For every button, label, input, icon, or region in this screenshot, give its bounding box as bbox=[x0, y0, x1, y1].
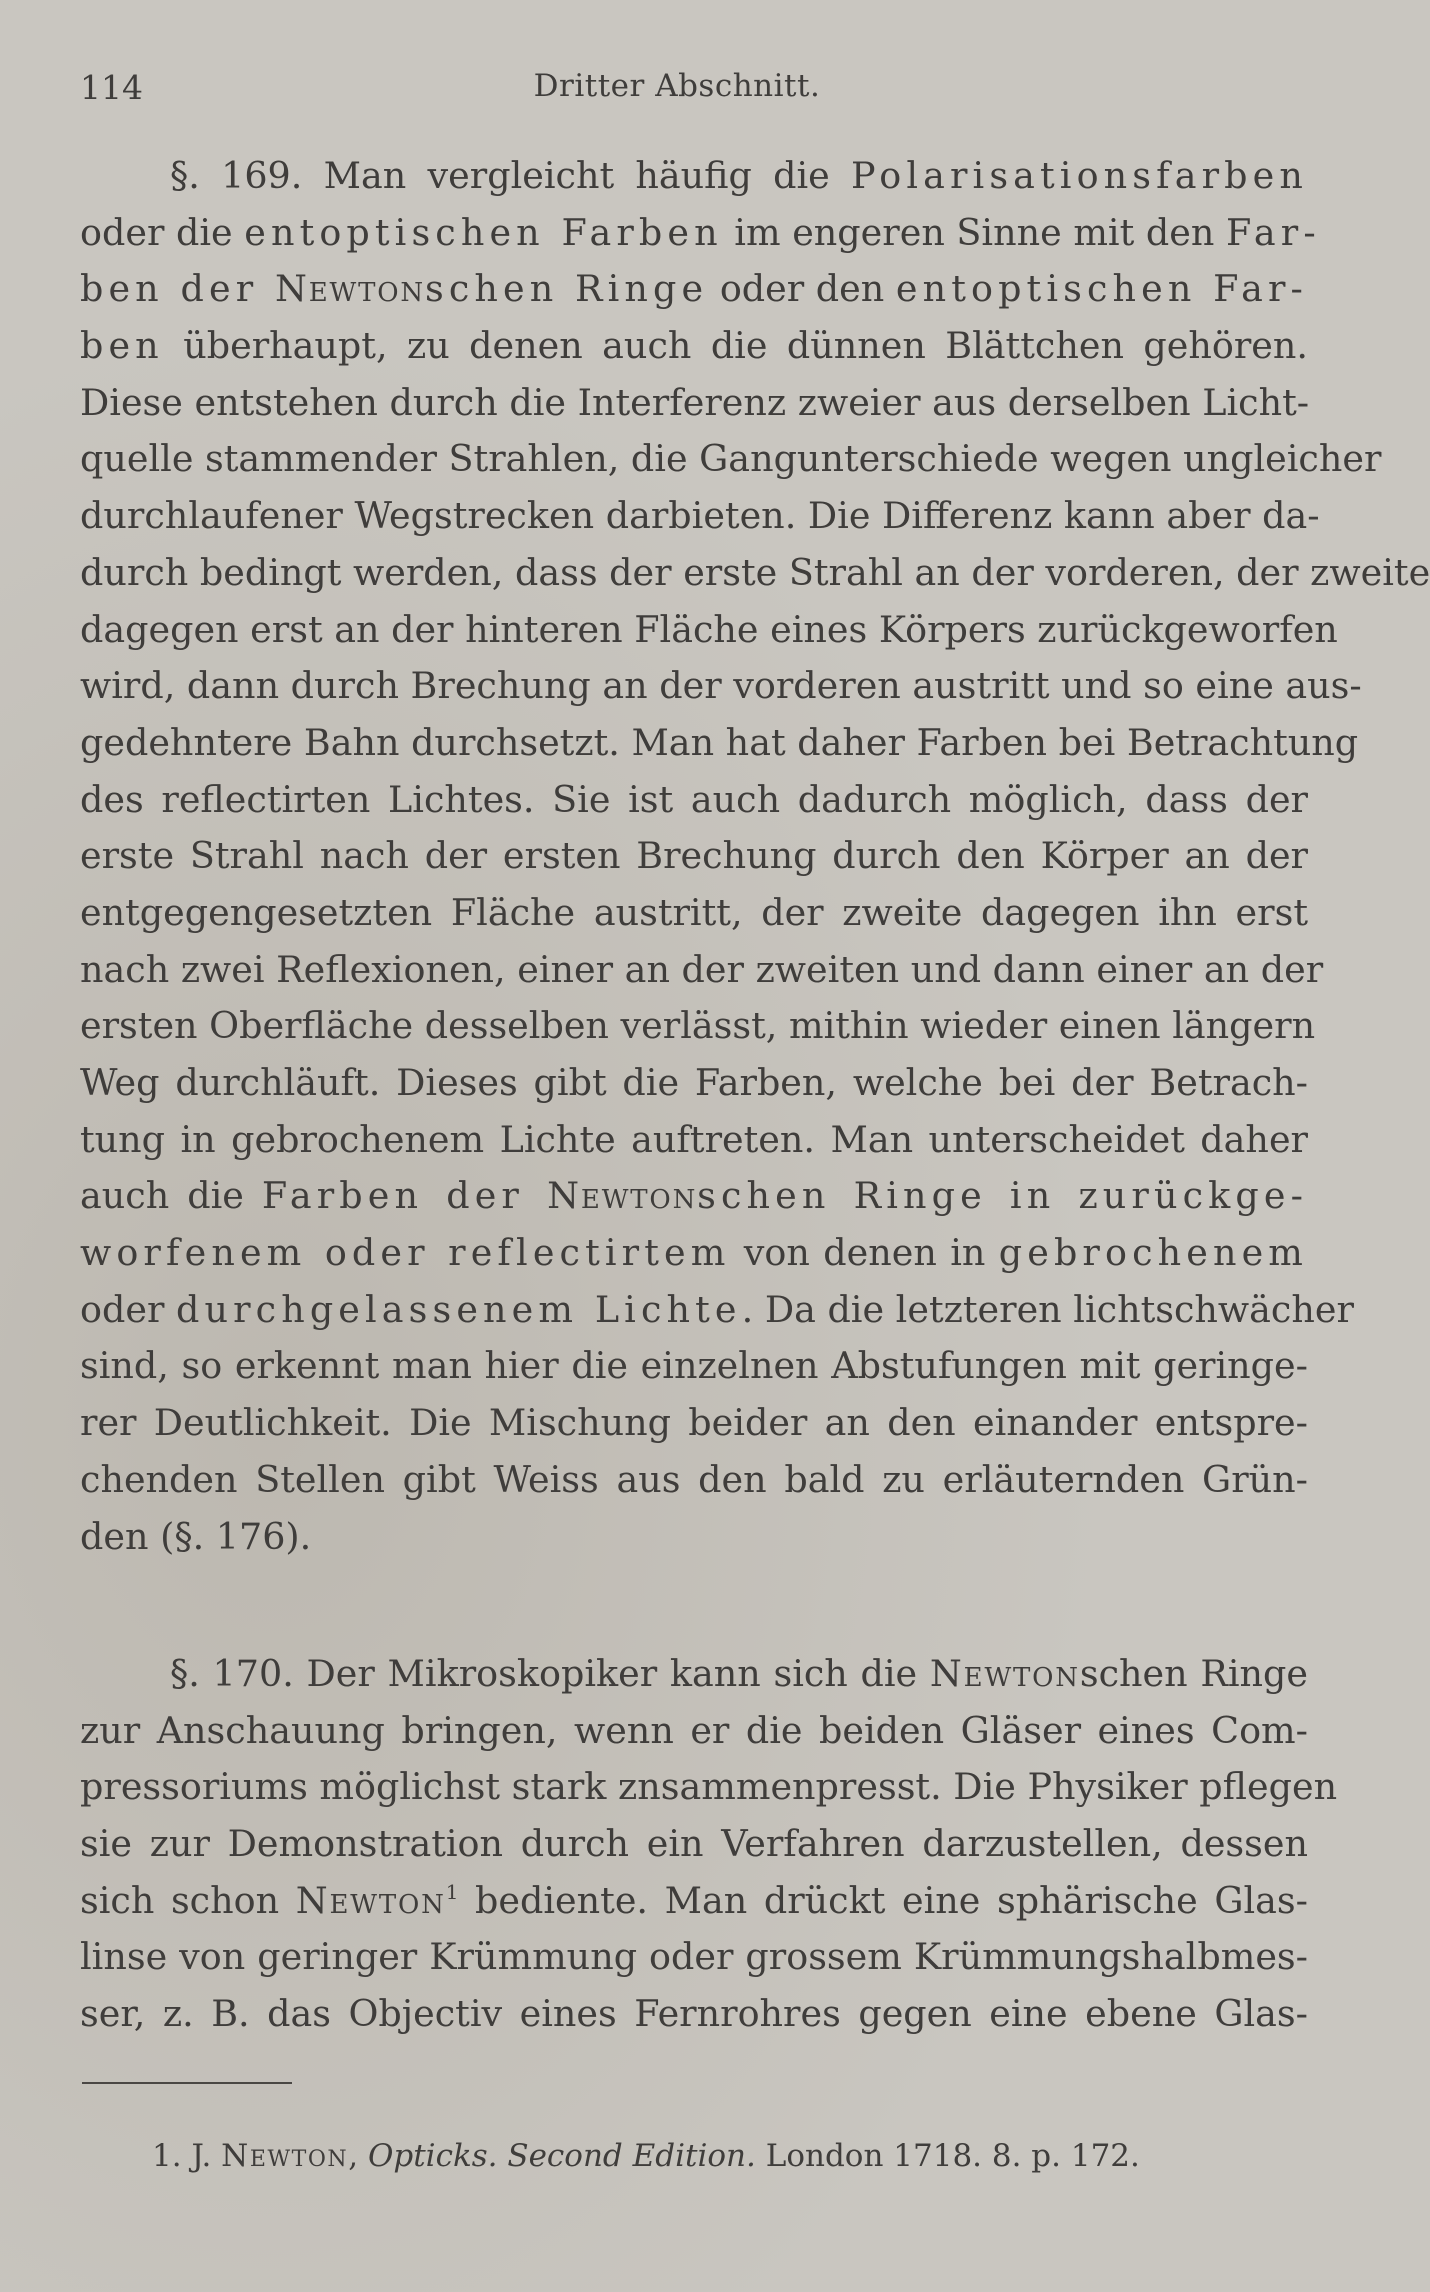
text-line: oder die entoptischen Farben im engeren Sinne mit den Far- bbox=[80, 210, 1321, 254]
name-newton: Newton bbox=[274, 267, 425, 311]
text-line: durch bedingt werden, dass der erste Strahl an der vorderen, der zweite bbox=[80, 550, 1430, 594]
text-line: rer Deutlichkeit. Die Mischung beider an den einander entspre- bbox=[80, 1401, 1308, 1445]
text-line: Diese entstehen durch die Interferenz zweier aus derselben Licht- bbox=[80, 380, 1310, 424]
text-line: §. 170. Der Mikroskopiker kann sich die Newtonschen Ringe bbox=[170, 1652, 1308, 1695]
text-line: dagegen erst an der hinteren Fläche eines Körpers zurückgeworfen bbox=[80, 607, 1338, 651]
text-line: des reflectirten Lichtes. Sie ist auch dadurch möglich, dass der bbox=[80, 777, 1308, 821]
text-line: sind, so erkennt man hier die einzelnen Abstufungen mit geringe- bbox=[80, 1344, 1308, 1388]
text-line: linse von geringer Krümmung oder grossem Krümmungshalbmes- bbox=[80, 1935, 1308, 1979]
footnote-marker: 1 bbox=[445, 1879, 459, 1904]
text-line: Weg durchläuft. Dieses gibt die Farben, welche bei der Betrach- bbox=[80, 1061, 1308, 1104]
text-line: tung in gebrochenem Lichte auftreten. Man unterscheidet daher bbox=[80, 1117, 1308, 1161]
footnote: 1. J. Newton, Opticks. Second Edition. London 1718. 8. p. 172. bbox=[152, 2138, 1140, 2174]
text-line: pressoriums möglichst stark znsammenpresst. Die Physiker pflegen bbox=[80, 1765, 1338, 1809]
text-line: erste Strahl nach der ersten Brechung durch den Körper an der bbox=[80, 834, 1308, 878]
name-newton: Newton bbox=[547, 1174, 698, 1218]
page-number: 114 bbox=[80, 68, 143, 107]
text-line: ersten Oberfläche desselben verlässt, mithin wieder einen längern bbox=[80, 1004, 1316, 1048]
paragraph-section-169 bbox=[80, 148, 1430, 1565]
text-line: §. 169. Man vergleicht häufig die Polarisationsfarben bbox=[170, 154, 1308, 197]
text-line: chenden Stellen gibt Weiss aus den bald zu erläuternden Grün- bbox=[80, 1457, 1308, 1501]
text-line: zur Anschauung bringen, wenn er die beiden Gläser eines Com- bbox=[80, 1708, 1308, 1752]
text-line: quelle stammender Strahlen, die Gangunterschiede wegen ungleicher bbox=[80, 437, 1382, 481]
text-line: den (§. 176). bbox=[80, 1514, 312, 1558]
footnote-title: Opticks. Second Edition. bbox=[367, 2138, 756, 2174]
text-line: ben überhaupt, zu denen auch die dünnen Blättchen gehören. bbox=[80, 324, 1308, 368]
text-line: worfenem oder reflectirtem von denen in gebrochenem bbox=[80, 1231, 1308, 1275]
text-line: gedehntere Bahn durchsetzt. Man hat daher Farben bei Betrachtung bbox=[80, 720, 1359, 764]
text-line: oder durchgelassenem Lichte. Da die letzteren lichtschwächer bbox=[80, 1287, 1354, 1331]
name-newton: Newton bbox=[221, 2138, 349, 2174]
running-head: Dritter Abschnitt. bbox=[533, 68, 821, 104]
footnote-divider bbox=[82, 2082, 292, 2084]
text-line: ser, z. B. das Objectiv eines Fernrohres gegen eine ebene Glas- bbox=[80, 1992, 1308, 2036]
name-newton: Newton bbox=[929, 1652, 1080, 1695]
text-line: nach zwei Reflexionen, einer an der zweiten und dann einer an der bbox=[80, 947, 1324, 991]
text-line: sie zur Demonstration durch ein Verfahren darzustellen, dessen bbox=[80, 1822, 1308, 1866]
text-line: sich schon Newton$^1$ bediente. Man drückt eine sphärische Glas- bbox=[80, 1878, 1308, 1922]
footnote-number: 1. bbox=[152, 2138, 182, 2174]
page-header bbox=[80, 68, 1274, 108]
text-line: entgegengesetzten Fläche austritt, der zweite dagegen ihn erst bbox=[80, 890, 1308, 934]
text-line: durchlaufener Wegstrecken darbieten. Die Differenz kann aber da- bbox=[80, 494, 1320, 538]
text-line: ben der Newtonschen Ringe oder den entoptischen Far- bbox=[80, 267, 1308, 311]
text-line: wird, dann durch Brechung an der vorderen austritt und so eine aus- bbox=[80, 664, 1362, 708]
text-line: auch die Farben der Newtonschen Ringe in zurückge- bbox=[80, 1174, 1309, 1218]
name-newton: Newton bbox=[295, 1878, 446, 1922]
paragraph-section-170 bbox=[80, 1646, 1338, 2043]
